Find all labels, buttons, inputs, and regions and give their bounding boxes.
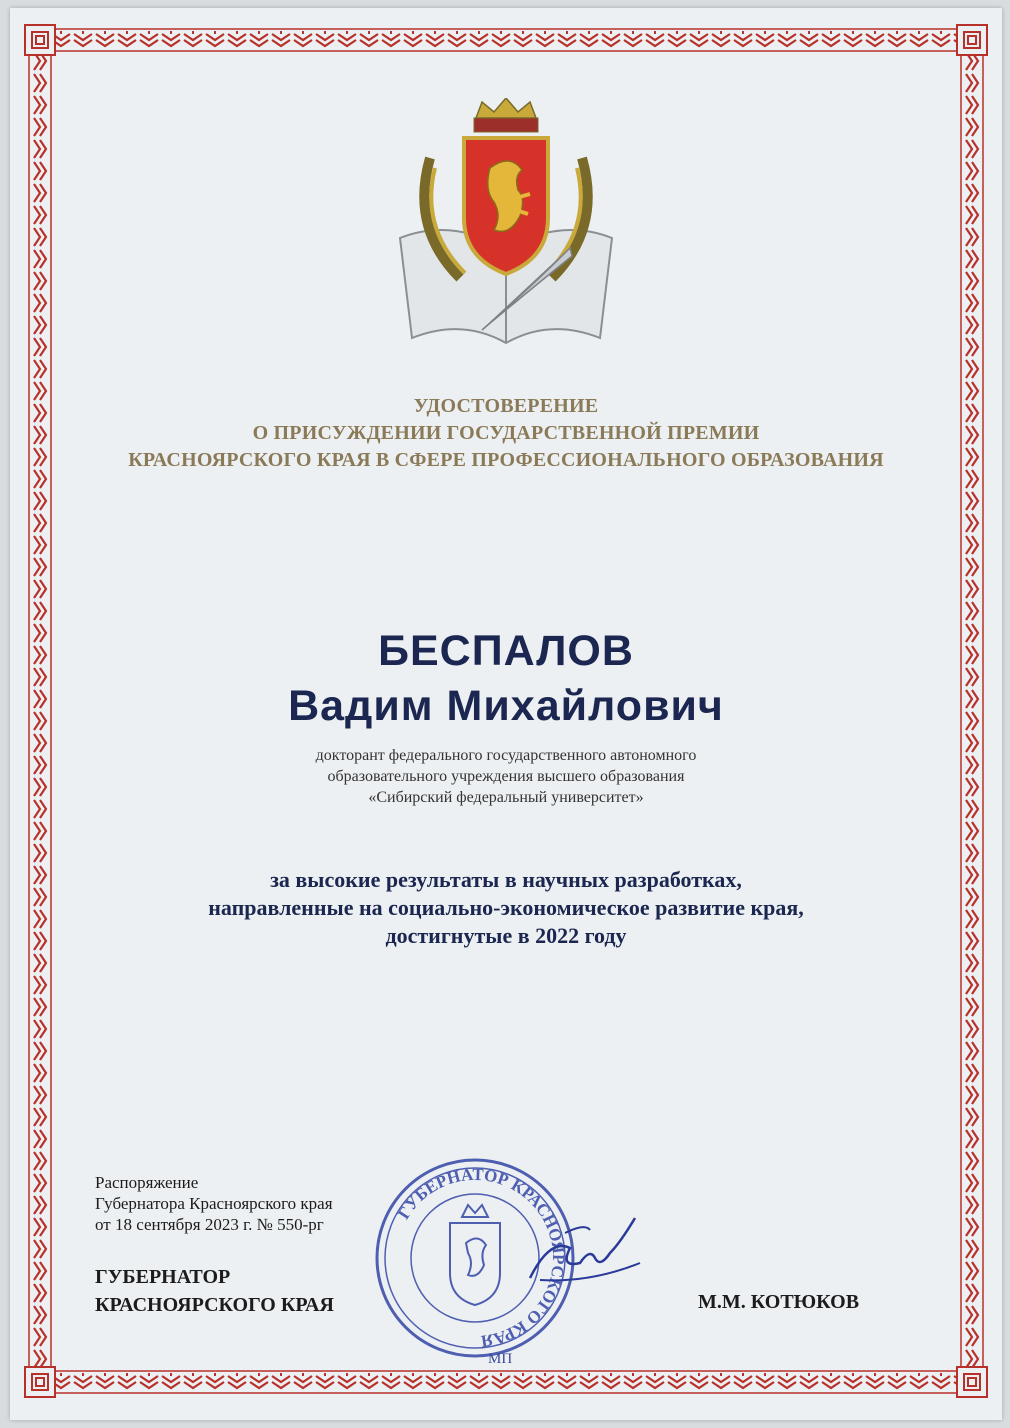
governor-title: [95, 1263, 334, 1319]
position-line: докторант федерального государственного автономного: [315, 747, 697, 764]
award-reason: [50, 866, 962, 950]
order-line: Распоряжение: [95, 1173, 199, 1192]
ornament-border-left: [28, 28, 52, 1394]
signature-mark: [510, 1208, 670, 1298]
heading-line: О ПРИСУЖДЕНИИ ГОСУДАРСТВЕННОЙ ПРЕМИИ: [252, 422, 760, 444]
ornament-border-top: [28, 28, 984, 52]
ornament-corner-bottom-right: [956, 1366, 988, 1398]
reason-line: достигнутые в 2022 году: [385, 923, 627, 948]
reason-line: за высокие результаты в научных разработках,: [270, 867, 742, 892]
ornament-border-bottom: [28, 1370, 984, 1394]
governor-title-line: ГУБЕРНАТОР: [95, 1266, 231, 1288]
governor-name: М.М. КОТЮКОВ: [698, 1291, 860, 1313]
heading-line: УДОСТОВЕРЕНИЕ: [413, 395, 599, 417]
stamp-label: МП: [488, 1351, 513, 1367]
position-line: образовательного учреждения высшего образования: [327, 768, 685, 785]
ornament-corner-top-left: [24, 24, 56, 56]
reason-line: направленные на социально-экономическое развитие края,: [208, 895, 804, 920]
governor-title-line: КРАСНОЯРСКОГО КРАЯ: [95, 1294, 334, 1316]
order-reference: [95, 1172, 333, 1235]
ornament-corner-bottom-left: [24, 1366, 56, 1398]
order-line: от 18 сентября 2023 г. № 550-рг: [95, 1215, 324, 1234]
order-line: Губернатора Красноярского края: [95, 1194, 333, 1213]
recipient-surname: БЕСПАЛОВ: [378, 627, 634, 675]
ornament-corner-top-right: [956, 24, 988, 56]
recipient-given-names: Вадим Михайлович: [288, 682, 724, 730]
heading-line: КРАСНОЯРСКОГО КРАЯ В СФЕРЕ ПРОФЕССИОНАЛЬНОГО ОБРАЗОВАНИЯ: [128, 449, 884, 471]
certificate-heading: [50, 393, 962, 474]
recipient-position: [50, 745, 962, 808]
coat-of-arms-icon: [390, 98, 622, 348]
stamp-text: ГУБЕРНАТОР КРАСНОЯРСКОГО КРАЯ: [393, 1164, 569, 1351]
certificate-sheet: [10, 8, 1002, 1420]
ornament-border-right: [960, 28, 984, 1394]
position-line: «Сибирский федеральный университет»: [368, 789, 644, 806]
